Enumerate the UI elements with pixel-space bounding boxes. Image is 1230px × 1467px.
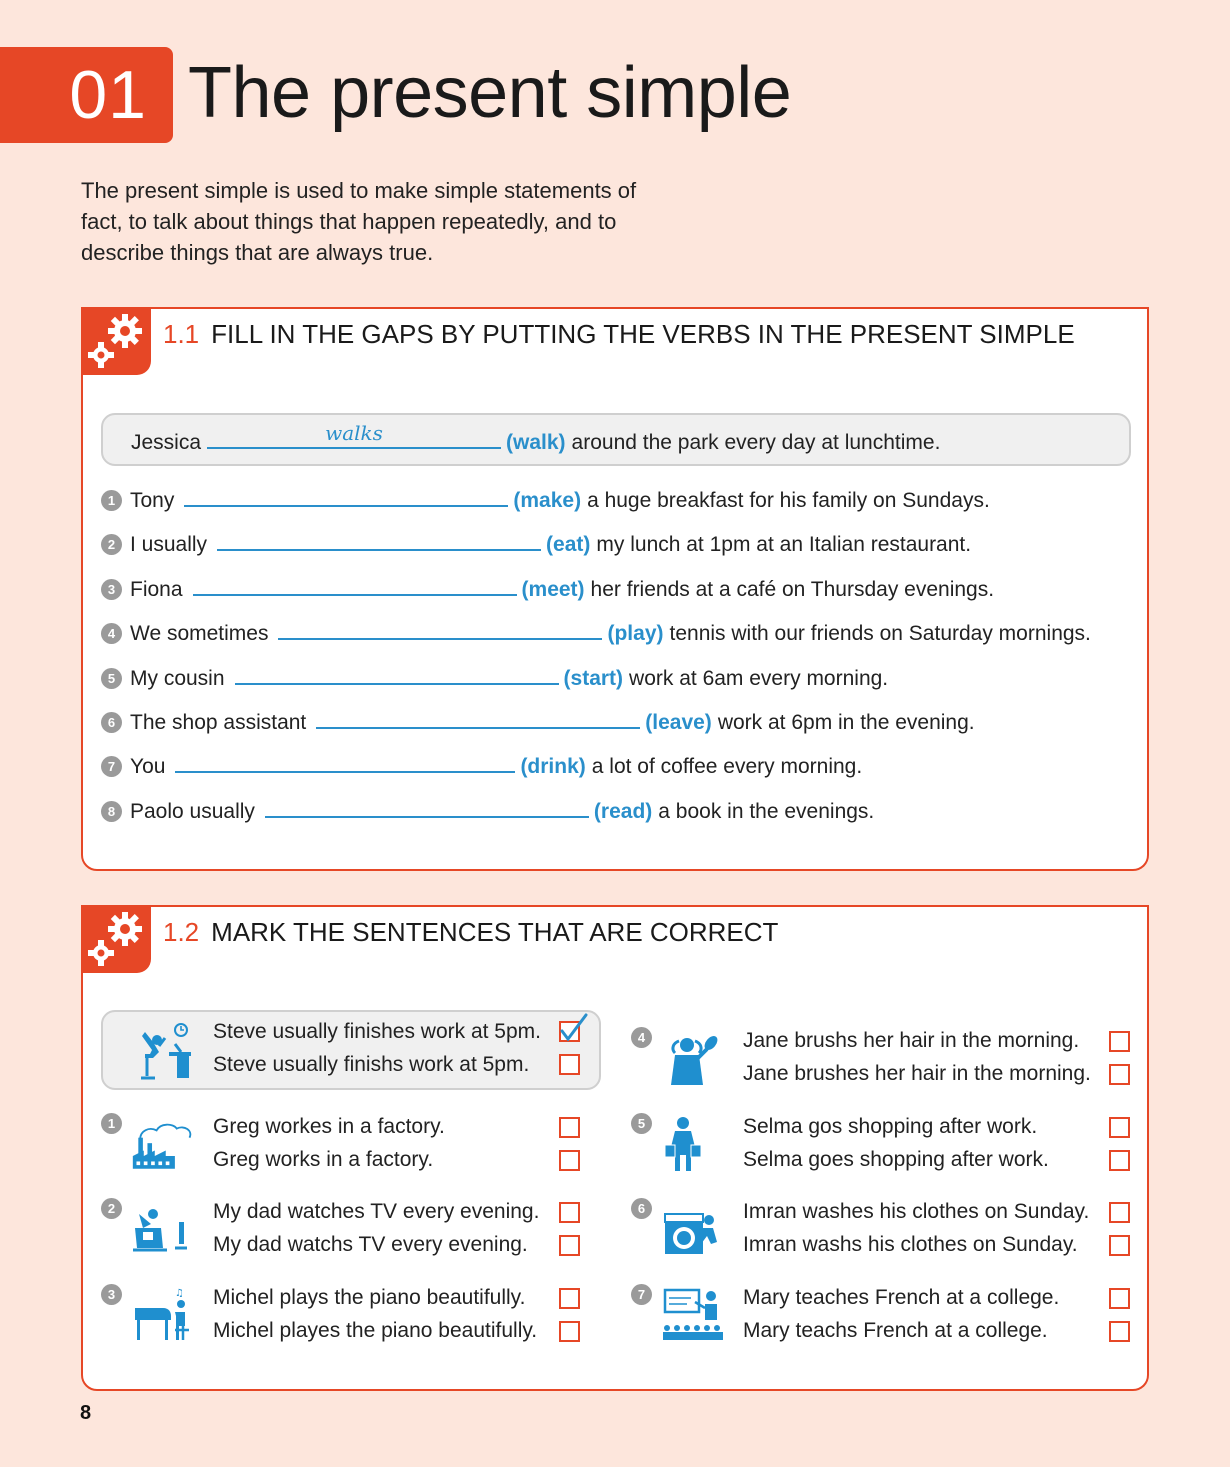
sentence-option-a: Greg workes in a factory.: [213, 1115, 445, 1138]
example-verb: (walk): [506, 431, 566, 454]
gap-fill-row: [101, 707, 975, 735]
checkbox-option-b[interactable]: [559, 1054, 580, 1075]
question-number: 4: [101, 623, 122, 644]
example-gap: [207, 421, 501, 449]
checkbox-option-a[interactable]: [559, 1117, 580, 1138]
answer-gap[interactable]: [235, 663, 559, 685]
teacher-icon: [661, 1286, 725, 1346]
sentence-option-b: Jane brushes her hair in the morning.: [743, 1062, 1091, 1085]
example-row: [131, 421, 941, 455]
page-number: 8: [80, 1402, 92, 1424]
hair-brush-icon: [661, 1029, 725, 1089]
question-number: 6: [101, 712, 122, 733]
checkbox-option-b[interactable]: [559, 1235, 580, 1256]
gap-fill-row: [101, 663, 888, 691]
gap-fill-row: [101, 574, 994, 602]
section-title: MARK THE SENTENCES THAT ARE CORRECT: [211, 917, 779, 947]
sentence-option-a: Mary teaches French at a college.: [743, 1286, 1060, 1309]
sentence-option-a: My dad watches TV every evening.: [213, 1200, 540, 1223]
checkbox-option-b[interactable]: [1109, 1235, 1130, 1256]
sentence-rest: my lunch at 1pm at an Italian restaurant.: [596, 533, 972, 557]
question-number: 1: [101, 1113, 122, 1134]
question-number: 8: [101, 801, 122, 822]
gears-badge: [81, 905, 151, 973]
chapter-number: 01: [0, 47, 173, 143]
sentence-subject: We sometimes: [130, 622, 269, 646]
question-number: 2: [101, 1198, 122, 1219]
sentence-option-b: My dad watchs TV every evening.: [213, 1233, 528, 1256]
question-number: 1: [101, 490, 122, 511]
gears-icon: [83, 309, 149, 373]
answer-gap[interactable]: [184, 485, 508, 507]
section-number: 1.2: [163, 917, 200, 947]
question-number: 2: [101, 534, 122, 555]
sentence-option-a: Michel plays the piano beautifully.: [213, 1286, 526, 1309]
example-pair: [101, 1020, 589, 1090]
gears-badge: [81, 307, 151, 375]
checkbox-option-b[interactable]: [1109, 1150, 1130, 1171]
answer-gap[interactable]: [316, 707, 640, 729]
sentence-rest: tennis with our friends on Saturday mornings.: [669, 622, 1091, 646]
gap-fill-row: [101, 796, 874, 824]
sentence-option-a: Steve usually finishes work at 5pm.: [213, 1020, 541, 1043]
answer-gap[interactable]: [278, 618, 602, 640]
section-heading: [163, 917, 778, 948]
question-number: 4: [631, 1027, 652, 1048]
answer-gap[interactable]: [265, 796, 589, 818]
sentence-option-a: Jane brushs her hair in the morning.: [743, 1029, 1080, 1052]
answer-gap[interactable]: [175, 751, 515, 773]
shopping-icon: [661, 1115, 725, 1175]
sentence-subject: Paolo usually: [130, 799, 255, 823]
section-number: 1.1: [163, 319, 200, 349]
checkbox-option-b[interactable]: [559, 1150, 580, 1171]
sentence-option-a: Selma gos shopping after work.: [743, 1115, 1038, 1138]
sentence-subject: I usually: [130, 533, 208, 557]
svg-text:♫: ♫: [175, 1288, 184, 1299]
gears-icon: [83, 907, 149, 971]
intro-text: The present simple is used to make simple statements of fact, to talk about things that happen repeatedly, and to describe things that are always true.: [81, 178, 637, 265]
sentence-pair: [101, 1284, 589, 1354]
gap-fill-row: [101, 529, 971, 557]
sentence-option-b: Greg works in a factory.: [213, 1148, 434, 1171]
sentence-rest: a huge breakfast for his family on Sundays.: [587, 489, 990, 512]
factory-icon: [131, 1115, 195, 1175]
sentence-subject: Fiona: [130, 577, 183, 601]
verb-hint: (make): [513, 489, 582, 512]
answer-gap[interactable]: [193, 574, 517, 596]
verb-hint: (start): [563, 666, 624, 690]
sentence-rest: work at 6am every morning.: [629, 666, 889, 690]
sentence-pair: [631, 1284, 1139, 1354]
question-number: 7: [631, 1284, 652, 1305]
question-number: 3: [101, 1284, 122, 1305]
page-title: The present simple: [188, 53, 792, 133]
example-rest: around the park every day at lunchtime.: [571, 431, 941, 454]
sentence-subject: The shop assistant: [130, 711, 307, 734]
sentence-option-b: Mary teachs French at a college.: [743, 1319, 1048, 1342]
sentence-rest: work at 6pm in the evening.: [717, 711, 975, 734]
verb-hint: (read): [593, 799, 653, 823]
section-title: FILL IN THE GAPS BY PUTTING THE VERBS IN THE PRESENT SIMPLE: [211, 319, 1075, 349]
checkbox-option-b[interactable]: [1109, 1064, 1130, 1085]
verb-hint: (meet): [521, 577, 585, 601]
gap-fill-row: [101, 618, 1091, 646]
exercise-panel-1-1: [81, 307, 1149, 871]
verb-hint: (drink): [520, 755, 586, 779]
question-number: 5: [631, 1113, 652, 1134]
sentence-subject: Tony: [130, 489, 175, 512]
checkbox-option-a[interactable]: [559, 1288, 580, 1309]
sentence-pair: [631, 1027, 1139, 1097]
sentence-option-b: Selma goes shopping after work.: [743, 1148, 1049, 1171]
checkbox-option-a[interactable]: [1109, 1202, 1130, 1223]
sentence-rest: a book in the evenings.: [658, 799, 875, 823]
sentence-option-b: Michel playes the piano beautifully.: [213, 1319, 538, 1342]
question-number: 6: [631, 1198, 652, 1219]
sentence-pair: [631, 1198, 1139, 1268]
checkbox-option-a[interactable]: [559, 1021, 580, 1042]
office-worker-icon: [131, 1022, 195, 1082]
washing-machine-icon: [661, 1200, 725, 1260]
verb-hint: (eat): [546, 533, 591, 557]
question-number: 7: [101, 756, 122, 777]
sentence-pair: [101, 1198, 589, 1268]
checkbox-option-a[interactable]: [1109, 1288, 1130, 1309]
tv-watcher-icon: [131, 1200, 195, 1260]
sentence-subject: My cousin: [130, 666, 225, 690]
section-heading: [163, 319, 1075, 350]
sentence-subject: You: [130, 755, 166, 779]
checkbox-option-a[interactable]: [559, 1202, 580, 1223]
sentence-option-a: Imran washes his clothes on Sunday.: [743, 1200, 1090, 1223]
checkbox-option-a[interactable]: [1109, 1117, 1130, 1138]
sentence-pair: [101, 1113, 589, 1183]
sentence-rest: her friends at a café on Thursday evenings.: [590, 577, 995, 601]
exercise-panel-1-2: [81, 905, 1149, 1391]
sentence-rest: a lot of coffee every morning.: [591, 755, 863, 779]
checkbox-option-a[interactable]: [1109, 1031, 1130, 1052]
sentence-pair: [631, 1113, 1139, 1183]
gap-fill-row: [101, 485, 990, 513]
example-subject: Jessica: [131, 431, 202, 454]
sentence-option-b: Imran washs his clothes on Sunday.: [743, 1233, 1078, 1256]
checkbox-option-b[interactable]: [559, 1321, 580, 1342]
gap-fill-row: [101, 751, 862, 779]
question-number: 3: [101, 579, 122, 600]
verb-hint: (play): [607, 622, 664, 646]
question-number: 5: [101, 668, 122, 689]
piano-icon: [131, 1286, 195, 1346]
sentence-option-b: Steve usually finishs work at 5pm.: [213, 1053, 530, 1076]
verb-hint: (leave): [645, 711, 712, 734]
check-mark-icon: [559, 1013, 589, 1043]
answer-gap[interactable]: [217, 529, 541, 551]
checkbox-option-b[interactable]: [1109, 1321, 1130, 1342]
example-answer: walks: [325, 421, 383, 445]
